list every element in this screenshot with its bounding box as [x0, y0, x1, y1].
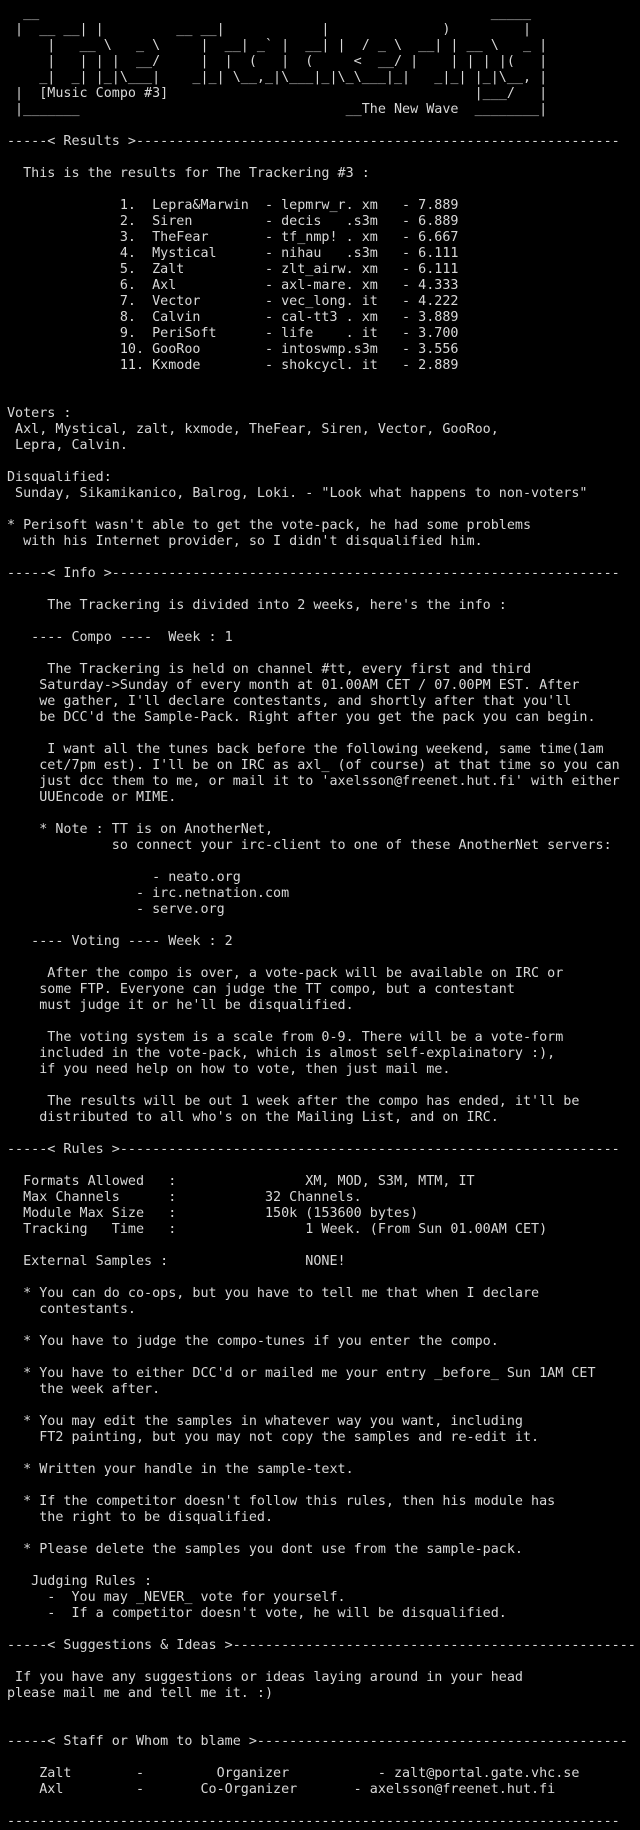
document-line [7, 1350, 640, 1366]
document-line: -----< Staff or Whom to blame >---------------------------------------------- [7, 1734, 628, 1749]
document-line: - irc.netnation.com [7, 886, 290, 901]
document-line: included in the vote-pack, which is almost self-explainatory :), [7, 1046, 556, 1061]
document-line: Lepra, Calvin. [7, 438, 128, 453]
document-line: - serve.org [7, 902, 225, 917]
document-line: be DCC'd the Sample-Pack. Right after you get the pack you can begin. [7, 710, 596, 725]
document-line: Judging Rules : [7, 1574, 153, 1589]
document-line: The Trackering is held on channel #tt, every first and third [7, 662, 532, 677]
document-line: 11. Kxmode - shokcycl. it - 2.889 [7, 358, 459, 373]
document-line: contestants. [7, 1302, 136, 1317]
document-line [7, 1318, 640, 1334]
document-line [7, 1014, 640, 1030]
document-line: 5. Zalt - zlt_airw. xm - 6.111 [7, 262, 459, 277]
document-line: so connect your irc-client to one of these AnotherNet servers: [7, 838, 612, 853]
document-line [7, 118, 640, 134]
document-line [7, 1126, 640, 1142]
document-line: ---------------------------------------------------------------------------- [7, 1814, 620, 1829]
document-line: * If the competitor doesn't follow this rules, then his module has [7, 1494, 556, 1509]
document-line: 2. Siren - decis .s3m - 6.889 [7, 214, 459, 229]
document-line: External Samples : NONE! [7, 1254, 346, 1269]
document-line: | __ __| | __ __| | ) | [7, 22, 532, 37]
document-line: some FTP. Everyone can judge the TT compo, but a contestant [7, 982, 515, 997]
document-line: This is the results for The Trackering #3 : [7, 166, 370, 181]
document-line: I want all the tunes back before the following weekend, same time(1am [7, 742, 604, 757]
document-line: -----< Suggestions & Ideas >-------------------------------------------------- [7, 1638, 636, 1653]
document-line [7, 1446, 640, 1462]
document-line: 9. PeriSoft - life . it - 3.700 [7, 326, 459, 341]
document-line: 10. GooRoo - intoswmp.s3m - 3.556 [7, 342, 459, 357]
document-line: Sunday, Sikamikanico, Balrog, Loki. - "Look what happens to non-voters" [7, 486, 588, 501]
document-line [7, 550, 640, 566]
document-line: * You have to judge the compo-tunes if you enter the compo. [7, 1334, 499, 1349]
document-line: if you need help on how to vote, then just mail me. [7, 1062, 451, 1077]
document-line: If you have any suggestions or ideas laying around in your head [7, 1670, 523, 1685]
document-line: ---- Voting ---- Week : 2 [7, 934, 233, 949]
document-line [7, 1558, 640, 1574]
document-line: __ _____ [7, 6, 540, 21]
document-line: distributed to all who's on the Mailing List, and on IRC. [7, 1110, 499, 1125]
document-line: Axl, Mystical, zalt, kxmode, TheFear, Siren, Vector, GooRoo, [7, 422, 499, 437]
document-line [7, 1798, 640, 1814]
document-line: 7. Vector - vec_long. it - 4.222 [7, 294, 459, 309]
document-line: we gather, I'll declare contestants, and shortly after that you'll [7, 694, 572, 709]
document-line: - If a competitor doesn't vote, he will be disqualified. [7, 1606, 507, 1621]
document-line: | __ \ _ \ | __| _` | __| | / _ \ __| | __ \ _ | [7, 38, 548, 53]
document-line: Formats Allowed : XM, MOD, S3M, MTM, IT [7, 1174, 475, 1189]
document-line [7, 1158, 640, 1174]
document-line: * Perisoft wasn't able to get the vote-pack, he had some problems [7, 518, 532, 533]
document-line: -----< Rules >-------------------------------------------------------------- [7, 1142, 620, 1157]
document-line [7, 1526, 640, 1542]
document-line: Module Max Size : 150k (153600 bytes) [7, 1206, 419, 1221]
document-line: FT2 painting, but you may not copy the samples and re-edit it. [7, 1430, 540, 1445]
document-line [7, 950, 640, 966]
document-line: Voters : [7, 406, 72, 421]
document-line [7, 374, 640, 390]
document-line: please mail me and tell me it. :) [7, 1686, 274, 1701]
document-line: 4. Mystical - nihau .s3m - 6.111 [7, 246, 459, 261]
document-line: UUEncode or MIME. [7, 790, 177, 805]
document-line: * Written your handle in the sample-text. [7, 1462, 354, 1477]
document-line: Max Channels : 32 Channels. [7, 1190, 362, 1205]
document-line: | | | | __/ | | ( | ( < __/ | | | | |( | [7, 54, 548, 69]
document-line [7, 502, 640, 518]
document-line: Tracking Time : 1 Week. (From Sun 01.00AM CET) [7, 1222, 548, 1237]
document-line: -----< Results >------------------------------------------------------------ [7, 134, 620, 149]
document-line [7, 1702, 640, 1718]
document-line: * You can do co-ops, but you have to tell me that when I declare [7, 1286, 540, 1301]
document-line: After the compo is over, a vote-pack will be available on IRC or [7, 966, 564, 981]
document-line [7, 390, 640, 406]
document-line [7, 150, 640, 166]
document-line [7, 1750, 640, 1766]
document-line: * You have to either DCC'd or mailed me your entry _before_ Sun 1AM CET [7, 1366, 596, 1381]
document-line: 8. Calvin - cal-tt3 . xm - 3.889 [7, 310, 459, 325]
document-line: -----< Info >--------------------------------------------------------------- [7, 566, 620, 581]
document-line: * You may edit the samples in whatever way you want, including [7, 1414, 523, 1429]
document-line: * Note : TT is on AnotherNet, [7, 822, 274, 837]
document-line: _| _| |_|\___| _|_| \__,_|\___|_|\_\___|_| _|_| |_|\__, | [7, 70, 548, 85]
document-line [7, 1398, 640, 1414]
document-line: Axl - Co-Organizer - axelsson@freenet.hut.fi [7, 1782, 556, 1797]
document-line: cet/7pm est). I'll be on IRC as axl_ (of course) at that time so you can [7, 758, 620, 773]
document-line: Zalt - Organizer - zalt@portal.gate.vhc.se [7, 1766, 580, 1781]
document-line: * Please delete the samples you dont use from the sample-pack. [7, 1542, 523, 1557]
document-line [7, 182, 640, 198]
document-line [7, 918, 640, 934]
document-line [7, 854, 640, 870]
document-line: Disqualified: [7, 470, 112, 485]
document-line: The results will be out 1 week after the compo has ended, it'll be [7, 1094, 580, 1109]
document-line: the right to be disqualified. [7, 1510, 274, 1525]
document-line: - neato.org [7, 870, 241, 885]
document-line [7, 614, 640, 630]
document-line [7, 1622, 640, 1638]
document-line: - You may _NEVER_ vote for yourself. [7, 1590, 346, 1605]
document-line: 3. TheFear - tf_nmp! . xm - 6.667 [7, 230, 459, 245]
document-line [7, 1478, 640, 1494]
document-line: | [Music Compo #3] |___/ | [7, 86, 548, 101]
document-line [7, 806, 640, 822]
document-line: 6. Axl - axl-mare. xm - 4.333 [7, 278, 459, 293]
document-line [7, 1078, 640, 1094]
document-line: Saturday->Sunday of every month at 01.00AM CET / 07.00PM EST. After [7, 678, 580, 693]
document-line: The Trackering is divided into 2 weeks, here's the info : [7, 598, 507, 613]
document-line: must judge it or he'll be disqualified. [7, 998, 354, 1013]
document-line [7, 1718, 640, 1734]
document-line: 1. Lepra&Marwin - lepmrw_r. xm - 7.889 [7, 198, 459, 213]
document-line: with his Internet provider, so I didn't disqualified him. [7, 534, 483, 549]
document-line [7, 726, 640, 742]
document-line [7, 454, 640, 470]
document-line: just dcc them to me, or mail it to 'axelsson@freenet.hut.fi' with either [7, 774, 620, 789]
document-line [7, 582, 640, 598]
document-line [7, 1270, 640, 1286]
document-line [7, 1654, 640, 1670]
document-line [7, 1238, 640, 1254]
document-line: ---- Compo ---- Week : 1 [7, 630, 233, 645]
document-line [7, 646, 640, 662]
document-line: |_______ __The New Wave ________| [7, 102, 548, 117]
document-line: the week after. [7, 1382, 161, 1397]
document-line: The voting system is a scale from 0-9. There will be a vote-form [7, 1030, 564, 1045]
